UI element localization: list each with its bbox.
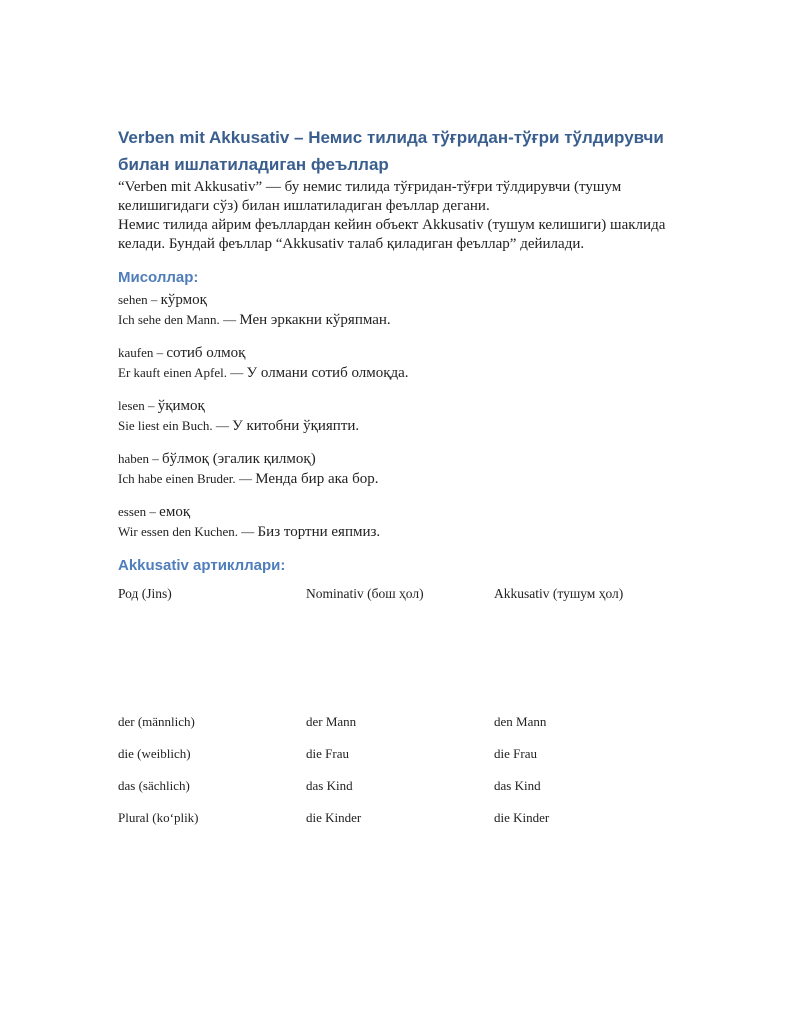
example-verb: sehen <box>118 292 148 307</box>
example-item: essen – емоқ Wir essen den Kuchen. — Биз тортни еяпмиз. <box>118 504 381 540</box>
example-sentence-translation: Мен эркакни кўряпман. <box>239 312 391 328</box>
example-verb-translation: бўлмоқ (эгалик қилмоқ) <box>162 451 316 467</box>
table-cell: den Mann <box>494 714 547 729</box>
example-sentence-translation: Биз тортни еяпмиз. <box>257 524 381 540</box>
table-cell: der Mann <box>306 714 357 729</box>
example-sentence: Er kauft einen Apfel. <box>118 365 228 380</box>
document-body <box>118 124 698 576</box>
example-sentence-translation: У китобни ўқияпти. <box>232 418 360 434</box>
example-item: sehen – кўрмоқ Ich sehe den Mann. — Мен эркакни кўряпман. <box>118 292 391 328</box>
example-item: lesen – ўқимоқ Sie liest ein Buch. — У китобни ўқияпти. <box>118 398 360 434</box>
example-verb-translation: кўрмоқ <box>160 292 207 308</box>
table-cell: die Frau <box>306 746 349 761</box>
table-row <box>118 714 698 734</box>
table-cell: das Kind <box>494 778 541 793</box>
example-verb: kaufen <box>118 345 154 360</box>
intro-paragraph-1: “Verben mit Akkusativ” — бу немис тилида тўғридан-тўғри тўлдирувчи (тушум келишигидаги сўз) билан ишлатиладиган феъллар дегани. <box>118 179 622 214</box>
example-verb: essen <box>118 504 147 519</box>
example-sentence: Sie liest ein Buch. <box>118 418 213 433</box>
articles-heading: Akkusativ артикллари: <box>118 557 286 574</box>
example-verb-translation: емоқ <box>159 504 191 520</box>
table-cell: die (weiblich) <box>118 746 191 761</box>
table-cell: die Frau <box>494 746 537 761</box>
example-sentence: Ich sehe den Mann. <box>118 312 220 327</box>
example-sentence-translation: Менда бир ака бор. <box>255 471 379 487</box>
table-cell: das (sächlich) <box>118 778 190 793</box>
example-sentence: Ich habe einen Bruder. <box>118 471 236 486</box>
example-verb-translation: ўқимоқ <box>157 398 205 414</box>
example-verb-translation: сотиб олмоқ <box>166 345 246 361</box>
example-verb: lesen <box>118 398 145 413</box>
table-header-row <box>118 586 698 606</box>
table-row <box>118 810 698 830</box>
example-verb: haben <box>118 451 150 466</box>
example-sentence-translation: У олмани сотиб олмоқда. <box>246 365 409 381</box>
example-sentence: Wir essen den Kuchen. <box>118 524 239 539</box>
table-cell: der (männlich) <box>118 714 195 729</box>
table-row <box>118 778 698 798</box>
table-header-cell: Род (Jins) <box>118 586 172 601</box>
table-cell: Plural (ko‘plik) <box>118 810 199 825</box>
table-header-cell: Nominativ (бош ҳол) <box>306 586 424 601</box>
examples-heading: Мисоллар: <box>118 269 199 286</box>
example-item: haben – бўлмоқ (эгалик қилмоқ) Ich habe einen Bruder. — Менда бир ака бор. <box>118 451 379 487</box>
document-title: Verben mit Akkusativ – Немис тилида тўғридан-тўғри тўлдирувчи билан ишлатиладиган феъллар <box>118 128 664 174</box>
table-cell: die Kinder <box>494 810 550 825</box>
table-row <box>118 746 698 766</box>
intro-paragraph-2: Немис тилида айрим феъллардан кейин объект Akkusativ (тушум келишиги) шаклида келади. Бундай феъллар “Akkusativ талаб қиладиган феъллар” дейилади. <box>118 217 666 252</box>
example-item: kaufen – сотиб олмоқ Er kauft einen Apfel. — У олмани сотиб олмоқда. <box>118 345 409 381</box>
table-header-cell: Akkusativ (тушум ҳол) <box>494 586 624 601</box>
table-cell: die Kinder <box>306 810 362 825</box>
table-cell: das Kind <box>306 778 353 793</box>
